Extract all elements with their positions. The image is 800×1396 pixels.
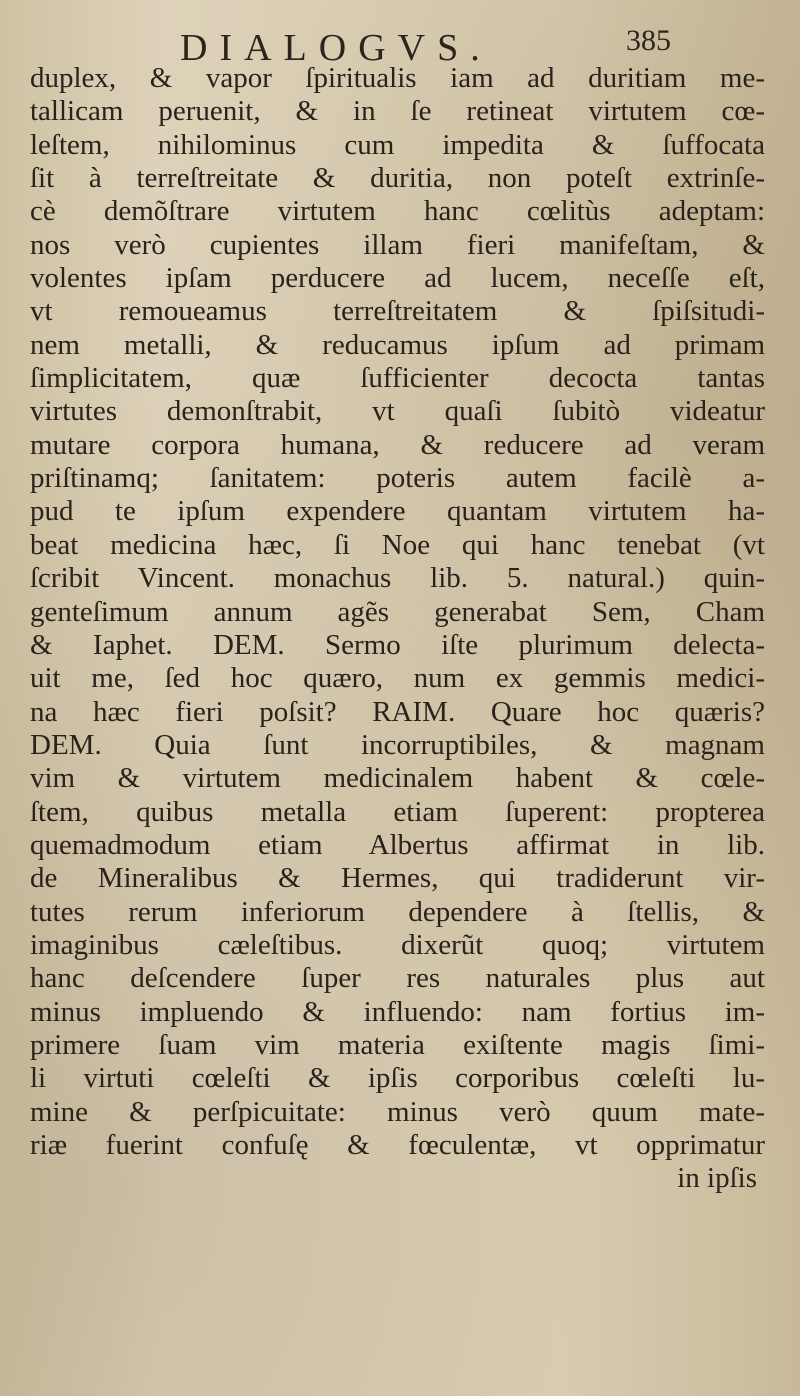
- text-line: quemadmodum etiam Albertus affirmat in lib.: [30, 828, 765, 861]
- text-line: virtutes demonſtrabit, vt quaſi ſubitò videatur: [30, 395, 765, 428]
- text-line: imaginibus cæleſtibus. dixerũt quoq; virtutem: [30, 928, 765, 961]
- text-line: nem metalli, & reducamus ipſum ad primam: [30, 328, 765, 361]
- page-header: [0, 18, 800, 68]
- text-line: na hæc fieri poſsit? RAIM. Quare hoc quæris?: [30, 695, 765, 728]
- text-line: ſit à terreſtreitate & duritia, non poteſt extrinſe-: [30, 162, 765, 195]
- text-line: ſtem, quibus metalla etiam ſuperent: propterea: [30, 795, 765, 828]
- text-line: & Iaphet. DEM. Sermo iſte plurimum delecta-: [30, 628, 765, 661]
- text-line: riæ fuerint confuſę & fœculentæ, vt opprimatur: [30, 1129, 765, 1161]
- text-line: beat medicina hæc, ſi Noe qui hanc tenebat (vt: [30, 528, 765, 561]
- text-line: DEM. Quia ſunt incorruptibiles, & magnam: [30, 728, 765, 761]
- text-line: nos verò cupientes illam fieri manifeſtam, &: [30, 228, 765, 261]
- running-head: DIALOGVS.: [180, 27, 492, 69]
- body-text: [30, 62, 765, 1196]
- text-line: minus impluendo & influendo: nam fortius im-: [30, 995, 765, 1028]
- text-line: li virtuti cœleſti & ipſis corporibus cœleſti lu-: [30, 1062, 765, 1095]
- text-line: leſtem, nihilominus cum impedita & ſuffocata: [30, 128, 765, 161]
- text-line: primere ſuam vim materia exiſtente magis ſimi-: [30, 1028, 765, 1061]
- catchword: in ipſis: [677, 1162, 757, 1195]
- page-number: 385: [626, 24, 671, 57]
- text-line: uit me, ſed hoc quæro, num ex gemmis medici-: [30, 662, 765, 695]
- text-line: hanc deſcendere ſuper res naturales plus aut: [30, 962, 765, 995]
- text-line: genteſimum annum agẽs generabat Sem, Cham: [30, 595, 765, 628]
- text-line: vt remoueamus terreſtreitatem & ſpiſsitudi-: [30, 295, 765, 328]
- text-line: priſtinamq; ſanitatem: poteris autem facilè a-: [30, 462, 765, 495]
- text-line: pud te ipſum expendere quantam virtutem ha-: [30, 495, 765, 528]
- text-line: duplex, & vapor ſpiritualis iam ad duritiam me-: [30, 62, 765, 94]
- text-line: vim & virtutem medicinalem habent & cœle-: [30, 762, 765, 795]
- text-line: volentes ipſam perducere ad lucem, neceſſe eſt,: [30, 262, 765, 295]
- text-line: tallicam peruenit, & in ſe retineat virtutem cœ-: [30, 95, 765, 128]
- text-line: mutare corpora humana, & reducere ad veram: [30, 428, 765, 461]
- text-line: cè demõſtrare virtutem hanc cœlitùs adeptam:: [30, 195, 765, 228]
- text-line: ſcribit Vincent. monachus lib. 5. natural.) quin-: [30, 562, 765, 595]
- text-line: ſimplicitatem, quæ ſufficienter decocta tantas: [30, 362, 765, 395]
- text-line: mine & perſpicuitate: minus verò quum mate-: [30, 1095, 765, 1128]
- text-line: tutes rerum inferiorum dependere à ſtellis, &: [30, 895, 765, 928]
- text-line: de Mineralibus & Hermes, qui tradiderunt vir-: [30, 862, 765, 895]
